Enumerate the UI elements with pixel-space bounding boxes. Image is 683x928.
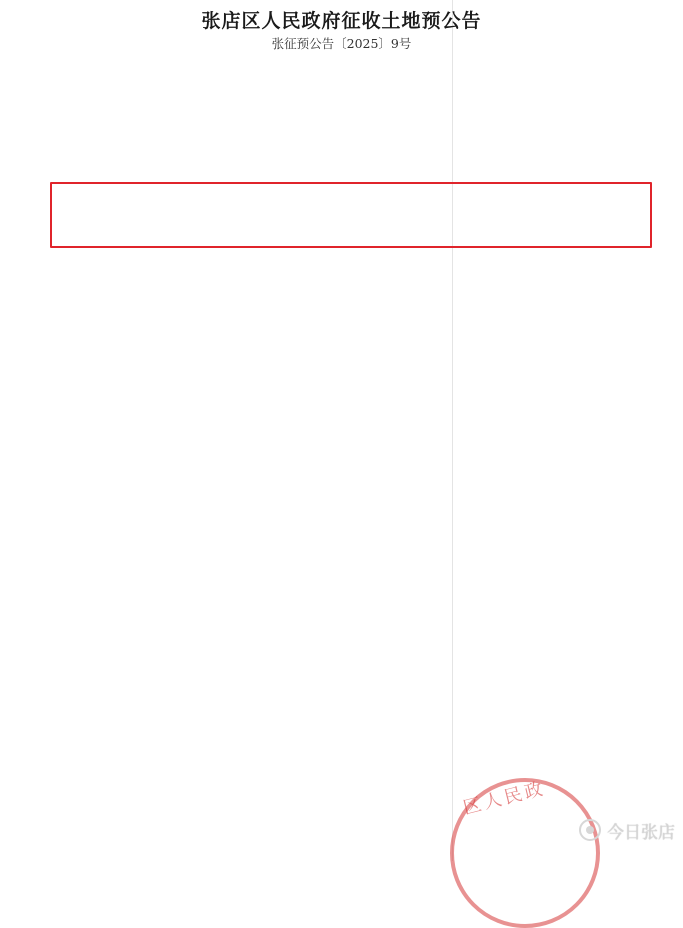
- page-fold-line: [452, 0, 453, 861]
- watermark-text: 今日张店: [607, 822, 675, 843]
- clipped-text-overlay: [120, 250, 420, 256]
- document-number: 张征预公告〔2025〕9号: [271, 36, 412, 51]
- document-title: 张店区人民政府征收土地预公告: [201, 10, 482, 32]
- camera-logo-icon: [579, 819, 601, 841]
- highlight-box: [50, 182, 652, 248]
- source-watermark: [579, 818, 675, 842]
- seal-lettering: 区人民政: [461, 778, 548, 819]
